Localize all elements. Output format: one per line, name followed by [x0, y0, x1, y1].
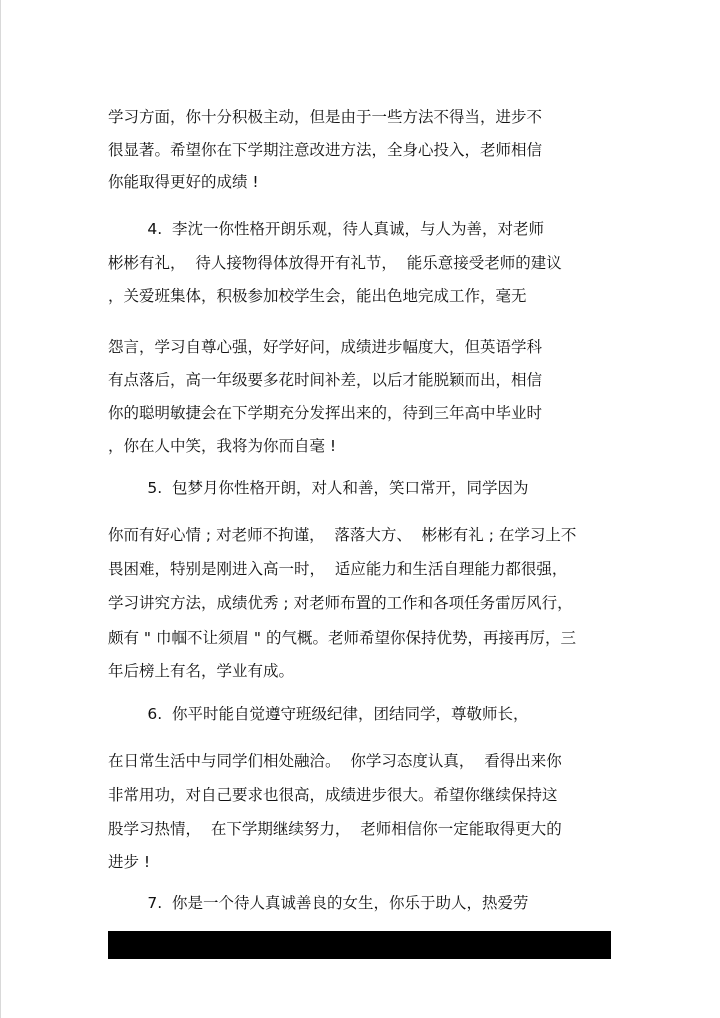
text-line: 5. 包梦月你性格开朗，对人和善，笑口常开，同学因为: [108, 479, 529, 497]
text-line: 很显著。希望你在下学期注意改进方法，全身心投入，老师相信: [108, 141, 543, 159]
text-line: 畏困难，特别是刚进入高一时， 适应能力和生活自理能力都很强，: [108, 560, 568, 578]
text-line: 学习讲究方法，成绩优秀 ; 对老师布置的工作和各项任务雷厉风行，: [108, 594, 573, 612]
text-line: 你而有好心情 ; 对老师不拘谨， 落落大方、 彬彬有礼 ; 在学习上不: [108, 526, 577, 544]
text-line: 怨言，学习自尊心强，好学好问，成绩进步幅度大，但英语学科: [108, 338, 543, 356]
redaction-bar: [108, 931, 611, 959]
text-line: ，你在人中笑，我将为你而自毫 !: [108, 437, 337, 455]
text-line: 7. 你是一个待人真诚善良的女生，你乐于助人，热爱劳: [108, 894, 529, 912]
text-line: 有点落后，高一年级要多花时间补差，以后才能脱颖而出，相信: [108, 371, 543, 389]
page-left-edge: [0, 0, 1, 1018]
text-line: 你的聪明敏捷会在下学期充分发挥出来的，待到三年高中毕业时: [108, 404, 543, 422]
text-line: 进步 !: [108, 853, 151, 871]
text-line: 年后榜上有名，学业有成。: [108, 662, 295, 680]
text-line: 股学习热情， 在下学期继续努力， 老师相信你一定能取得更大的: [108, 820, 562, 838]
text-line: 4. 李沈一你性格开朗乐观，待人真诚，与人为善，对老师: [108, 220, 545, 238]
text-line: 6. 你平时能自觉遵守班级纪律，团结同学，尊敬师长，: [108, 705, 529, 723]
text-line: 你能取得更好的成绩 !: [108, 173, 259, 191]
text-line: 学习方面，你十分积极主动，但是由于一些方法不得当，进步不: [108, 108, 543, 126]
text-line: ，关爱班集体，积极参加校学生会，能出色地完成工作，毫无: [108, 287, 527, 305]
text-line: 颇有 " 巾帼不让须眉 " 的气概。老师希望你保持优势，再接再厉，三: [108, 629, 576, 647]
text-line: 彬彬有礼， 待人接物得体放得开有礼节， 能乐意接受老师的建议: [108, 254, 562, 272]
text-line: 在日常生活中与同学们相处融洽。 你学习态度认真， 看得出来你: [108, 752, 562, 770]
text-line: 非常用功，对自己要求也很高，成绩进步很大。希望你继续保持这: [108, 786, 558, 804]
